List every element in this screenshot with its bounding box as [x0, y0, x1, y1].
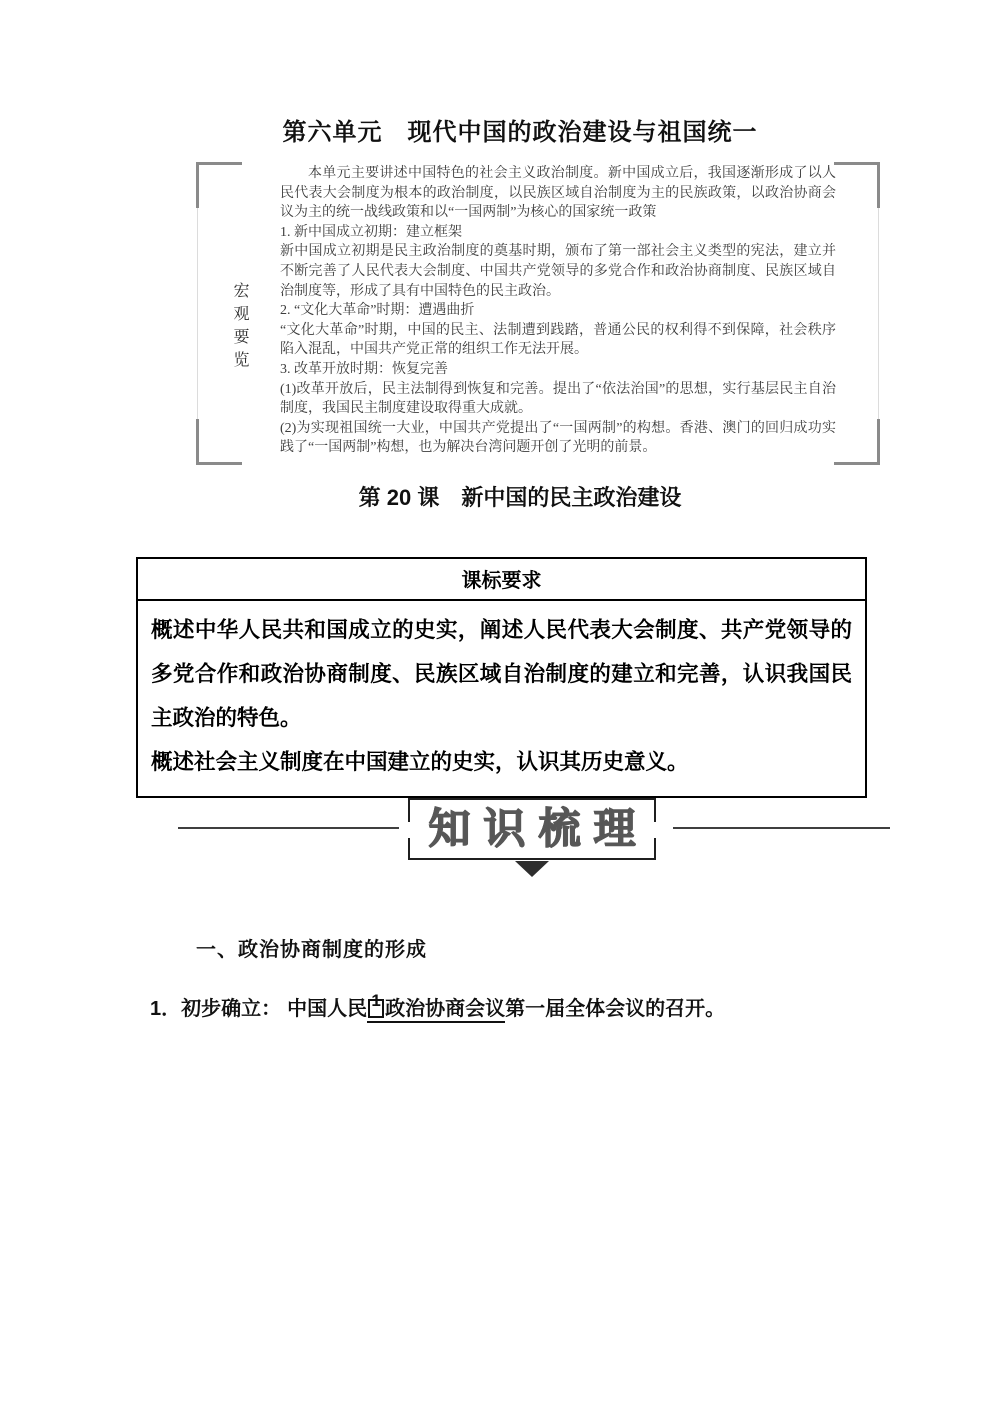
fill-blank-answer — [367, 991, 506, 1023]
macro-overview-box — [196, 162, 880, 465]
item-number: 1． — [150, 998, 182, 1020]
standards-paragraph: 概述社会主义制度在中国建立的史实，认识其历史意义。 — [151, 750, 689, 774]
banner-label: 知识梳理 — [428, 805, 649, 852]
blank-answer-text: 政治协商会议 — [385, 998, 506, 1020]
blank-number: 1 — [371, 991, 381, 1010]
overview-intro: 本单元主要讲述中国特色的社会主义政治制度。新中国成立后，我国逐渐形成了以人民代表大会制度为根本的政治制度，以民族区域自治制度为主的民族政策，以政治协商会议为主的统一战线政策和以“一国两制”为核心的国家统一政策 — [280, 166, 836, 221]
unit-title: 第六单元 现代中国的政治建设与祖国统一 — [282, 119, 758, 146]
overview-item-body: 新中国成立初期是民主政治制度的奠基时期，颁布了第一部社会主义类型的宪法，建立并不断完善了人民代表大会制度、中国共产党领导的多党合作和政治协商制度、民族区域自治制度等，形成了具有中国特色的民主政治。 — [280, 244, 836, 299]
bracket-corner-top-right — [834, 162, 880, 208]
overview-content — [280, 164, 836, 458]
banner-down-triangle-icon — [515, 861, 549, 877]
banner-border-gap-left — [406, 822, 412, 838]
standards-header: 课标要求 — [138, 559, 865, 601]
overview-item-heading: 3. 改革开放时期：恢复完善 — [280, 361, 448, 377]
item-suffix: 第一届全体会议的召开。 — [505, 998, 726, 1020]
outline-item — [150, 992, 725, 1021]
box-side-line-left — [197, 208, 198, 419]
bracket-corner-bottom-left — [196, 419, 242, 465]
standards-body — [138, 601, 865, 796]
banner-rule-right — [673, 827, 890, 829]
banner-rule-left — [178, 827, 399, 829]
overview-side-label: 宏观要览 — [231, 282, 248, 374]
standards-paragraph: 概述中华人民共和国成立的史实，阐述人民代表大会制度、共产党领导的多党合作和政治协商制度、民族区域自治制度的建立和完善，认识我国民主政治的特色。 — [151, 618, 852, 730]
bracket-corner-bottom-right — [834, 419, 880, 465]
overview-item-heading: 2. “文化大革命”时期：遭遇曲折 — [280, 303, 475, 319]
knowledge-banner — [178, 796, 890, 892]
overview-item-heading: 1. 新中国成立初期：建立框架 — [280, 224, 462, 240]
overview-item-body: (1)改革开放后，民主法制得到恢复和完善。提出了“依法治国”的思想，实行基层民主自治制度，我国民主制度建设取得重大成就。 — [280, 381, 836, 417]
banner-box — [408, 798, 656, 860]
lesson-title: 第 20 课 新中国的民主政治建设 — [358, 485, 682, 510]
bracket-corner-top-left — [196, 162, 242, 208]
item-prefix: 中国人民 — [287, 998, 368, 1020]
box-side-line-right — [878, 208, 879, 419]
curriculum-standards-table — [136, 557, 867, 798]
overview-item-body: “文化大革命”时期，中国的民主、法制遭到践踏，普通公民的权利得不到保障，社会秩序陷入混乱，中国共产党正常的组织工作无法开展。 — [280, 322, 836, 358]
banner-border-gap-right — [652, 822, 658, 838]
section-heading: 一、政治协商制度的形成 — [196, 939, 427, 961]
blank-number-box — [368, 991, 384, 1018]
item-label: 初步确立： — [181, 998, 282, 1020]
overview-item-body: (2)为实现祖国统一大业，中国共产党提出了“一国两制”的构想。香港、澳门的回归成功实践了“一国两制”构想，也为解决台湾问题开创了光明的前景。 — [280, 420, 836, 456]
